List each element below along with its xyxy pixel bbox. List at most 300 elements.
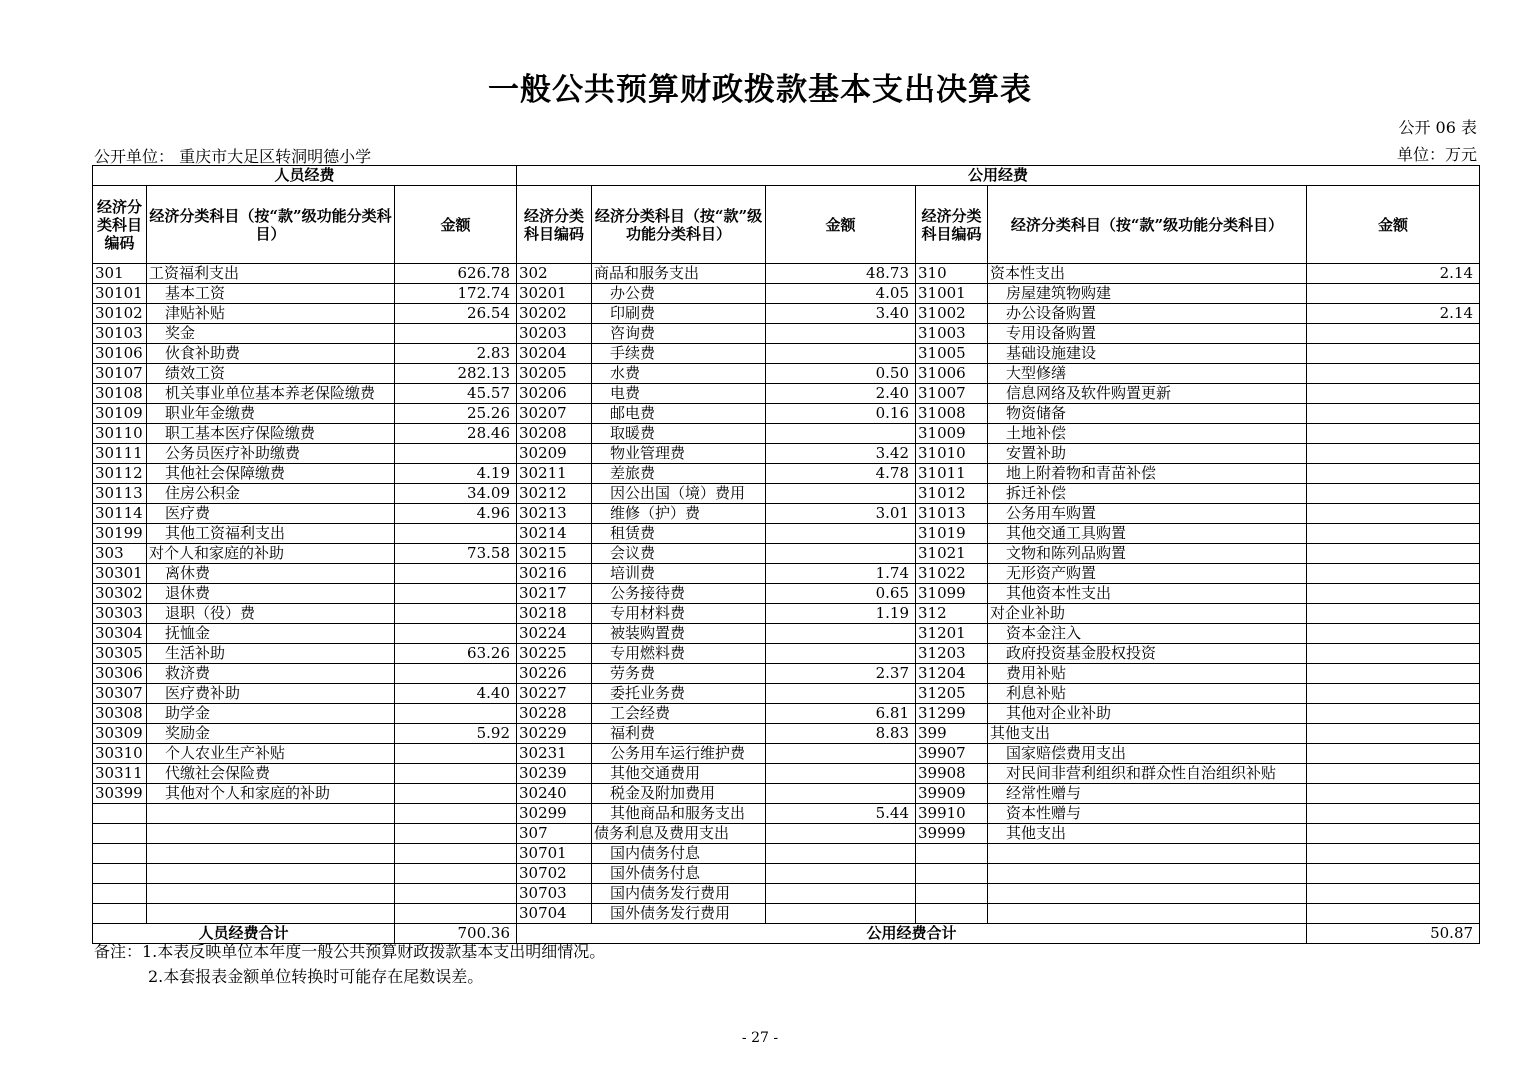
cell-name: 职工基本医疗保险缴费 (147, 424, 395, 444)
cell-amount (395, 584, 517, 604)
cell-name: 其他对企业补助 (988, 704, 1307, 724)
cell-code (93, 884, 147, 904)
cell-amount: 282.13 (395, 364, 517, 384)
cell-code: 39999 (916, 824, 988, 844)
cell-amount (766, 824, 916, 844)
cell-amount (395, 704, 517, 724)
table-row (93, 664, 1480, 684)
cell-amount (766, 764, 916, 784)
cell-amount: 4.19 (395, 464, 517, 484)
cell-name: 退职（役）费 (147, 604, 395, 624)
cell-name: 国外债务付息 (592, 864, 766, 884)
cell-code: 30113 (93, 484, 147, 504)
cell-name: 公务接待费 (592, 584, 766, 604)
cell-name: 工会经费 (592, 704, 766, 724)
cell-name: 委托业务费 (592, 684, 766, 704)
page-title: 一般公共预算财政拨款基本支出决算表 (488, 72, 1032, 108)
cell-name: 文物和陈列品购置 (988, 544, 1307, 564)
table-row (93, 884, 1480, 904)
cell-name: 基本工资 (147, 284, 395, 304)
notes (94, 939, 605, 989)
cell-code: 30213 (517, 504, 592, 524)
table-row (93, 624, 1480, 644)
unit-name: 重庆市大足区转洞明德小学 (179, 147, 372, 166)
col-amount-goods: 金额 (766, 186, 916, 264)
cell-name: 债务利息及费用支出 (592, 824, 766, 844)
cell-amount: 45.57 (395, 384, 517, 404)
cell-name: 房屋建筑物购建 (988, 284, 1307, 304)
cell-code: 30103 (93, 324, 147, 344)
cell-code: 31099 (916, 584, 988, 604)
cell-code (93, 904, 147, 924)
cell-amount: 4.78 (766, 464, 916, 484)
table-row (93, 824, 1480, 844)
cell-code: 30240 (517, 784, 592, 804)
cell-amount (1307, 704, 1480, 724)
table-row (93, 844, 1480, 864)
cell-code: 30229 (517, 724, 592, 744)
col-name-capital: 经济分类科目（按“款”级功能分类科目） (988, 186, 1307, 264)
cell-code: 30303 (93, 604, 147, 624)
cell-code: 30301 (93, 564, 147, 584)
cell-name: 咨询费 (592, 324, 766, 344)
cell-amount (395, 824, 517, 844)
public-header: 公用经费 (517, 166, 1480, 186)
cell-name: 其他对个人和家庭的补助 (147, 784, 395, 804)
cell-name: 其他支出 (988, 724, 1307, 744)
cell-code: 31003 (916, 324, 988, 344)
cell-amount (395, 604, 517, 624)
table-row (93, 444, 1480, 464)
col-code-capital: 经济分类科目编码 (916, 186, 988, 264)
cell-code: 307 (517, 824, 592, 844)
cell-amount (395, 804, 517, 824)
cell-code (916, 904, 988, 924)
header-row-groups (93, 166, 1480, 186)
cell-name: 医疗费补助 (147, 684, 395, 704)
cell-code (93, 824, 147, 844)
cell-code: 31007 (916, 384, 988, 404)
table-row (93, 764, 1480, 784)
note-line-2: 2.本套报表金额单位转换时可能存在尾数误差。 (148, 967, 484, 986)
cell-amount (1307, 764, 1480, 784)
cell-amount (395, 624, 517, 644)
cell-name: 奖励金 (147, 724, 395, 744)
cell-amount (1307, 464, 1480, 484)
col-amount-personnel: 金额 (395, 186, 517, 264)
cell-name: 资本性支出 (988, 264, 1307, 284)
cell-code: 30218 (517, 604, 592, 624)
cell-code: 31013 (916, 504, 988, 524)
cell-name: 拆迁补偿 (988, 484, 1307, 504)
table-row (93, 404, 1480, 424)
cell-name: 租赁费 (592, 524, 766, 544)
cell-amount (1307, 644, 1480, 664)
cell-code: 31006 (916, 364, 988, 384)
cell-name: 伙食补助费 (147, 344, 395, 364)
cell-code: 30111 (93, 444, 147, 464)
cell-name: 助学金 (147, 704, 395, 724)
cell-amount: 5.44 (766, 804, 916, 824)
cell-name: 个人农业生产补贴 (147, 744, 395, 764)
cell-name: 绩效工资 (147, 364, 395, 384)
cell-amount (766, 844, 916, 864)
cell-amount: 8.83 (766, 724, 916, 744)
cell-code: 30112 (93, 464, 147, 484)
cell-code: 31022 (916, 564, 988, 584)
table-row (93, 564, 1480, 584)
cell-amount (766, 424, 916, 444)
cell-name: 差旅费 (592, 464, 766, 484)
cell-code: 31205 (916, 684, 988, 704)
cell-name: 对民间非营利组织和群众性自治组织补贴 (988, 764, 1307, 784)
table-row (93, 584, 1480, 604)
cell-code: 31299 (916, 704, 988, 724)
cell-name: 税金及附加费用 (592, 784, 766, 804)
cell-amount (1307, 744, 1480, 764)
personnel-header: 人员经费 (93, 166, 517, 186)
cell-code: 30108 (93, 384, 147, 404)
cell-code (93, 804, 147, 824)
cell-code: 302 (517, 264, 592, 284)
cell-code: 39907 (916, 744, 988, 764)
cell-amount: 0.50 (766, 364, 916, 384)
cell-name: 大型修缮 (988, 364, 1307, 384)
cell-code: 30309 (93, 724, 147, 744)
cell-amount (766, 864, 916, 884)
cell-code: 399 (916, 724, 988, 744)
cell-code: 30216 (517, 564, 592, 584)
cell-code: 30201 (517, 284, 592, 304)
table-row (93, 364, 1480, 384)
money-unit: 单位：万元 (1396, 145, 1477, 164)
cell-amount (1307, 684, 1480, 704)
table-row (93, 864, 1480, 884)
cell-code: 31021 (916, 544, 988, 564)
cell-name (147, 864, 395, 884)
cell-amount (1307, 884, 1480, 904)
form-number: 公开 06 表 (1398, 118, 1477, 137)
cell-code: 31203 (916, 644, 988, 664)
cell-name: 奖金 (147, 324, 395, 344)
cell-amount: 2.14 (1307, 264, 1480, 284)
cell-code: 30212 (517, 484, 592, 504)
cell-name: 基础设施建设 (988, 344, 1307, 364)
cell-code: 30704 (517, 904, 592, 924)
cell-amount: 626.78 (395, 264, 517, 284)
cell-code: 31005 (916, 344, 988, 364)
cell-amount: 2.37 (766, 664, 916, 684)
cell-code: 30701 (517, 844, 592, 864)
cell-amount: 172.74 (395, 284, 517, 304)
table-row (93, 384, 1480, 404)
cell-amount: 5.92 (395, 724, 517, 744)
table-row (93, 804, 1480, 824)
cell-name: 安置补助 (988, 444, 1307, 464)
cell-name: 福利费 (592, 724, 766, 744)
cell-amount (395, 764, 517, 784)
cell-amount: 25.26 (395, 404, 517, 424)
cell-amount: 1.19 (766, 604, 916, 624)
cell-name (147, 824, 395, 844)
cell-name: 代缴社会保险费 (147, 764, 395, 784)
cell-name: 水费 (592, 364, 766, 384)
cell-code: 30203 (517, 324, 592, 344)
cell-amount (1307, 504, 1480, 524)
cell-code: 30204 (517, 344, 592, 364)
col-name-personnel: 经济分类科目（按“款”级功能分类科目） (147, 186, 395, 264)
cell-name: 商品和服务支出 (592, 264, 766, 284)
cell-name: 培训费 (592, 564, 766, 584)
cell-amount (1307, 844, 1480, 864)
cell-name (988, 904, 1307, 924)
cell-code: 30305 (93, 644, 147, 664)
cell-name: 办公设备购置 (988, 304, 1307, 324)
cell-name: 专用材料费 (592, 604, 766, 624)
cell-amount (1307, 624, 1480, 644)
cell-name (147, 884, 395, 904)
table-row (93, 724, 1480, 744)
header-row-columns (93, 186, 1480, 264)
cell-amount (766, 684, 916, 704)
cell-name: 公务员医疗补助缴费 (147, 444, 395, 464)
cell-code: 30199 (93, 524, 147, 544)
personnel-total-value: 700.36 (395, 924, 517, 944)
cell-amount (1307, 864, 1480, 884)
cell-amount: 3.01 (766, 504, 916, 524)
cell-code: 31011 (916, 464, 988, 484)
cell-code: 30304 (93, 624, 147, 644)
cell-code: 31001 (916, 284, 988, 304)
cell-amount: 26.54 (395, 304, 517, 324)
table-row (93, 324, 1480, 344)
cell-amount (1307, 604, 1480, 624)
cell-code: 39909 (916, 784, 988, 804)
cell-code: 30109 (93, 404, 147, 424)
cell-name: 国家赔偿费用支出 (988, 744, 1307, 764)
cell-code: 30209 (517, 444, 592, 464)
cell-amount: 0.65 (766, 584, 916, 604)
cell-code: 30102 (93, 304, 147, 324)
cell-amount: 1.74 (766, 564, 916, 584)
cell-code: 30310 (93, 744, 147, 764)
cell-name: 国内债务发行费用 (592, 884, 766, 904)
public-total-value: 50.87 (1307, 924, 1480, 944)
cell-amount (1307, 324, 1480, 344)
cell-code: 30308 (93, 704, 147, 724)
cell-code: 30302 (93, 584, 147, 604)
cell-amount (766, 904, 916, 924)
cell-amount (1307, 444, 1480, 464)
table-row (93, 684, 1480, 704)
cell-name: 资本金注入 (988, 624, 1307, 644)
cell-name: 物业管理费 (592, 444, 766, 464)
table-row (93, 284, 1480, 304)
cell-code (916, 844, 988, 864)
cell-code (93, 844, 147, 864)
cell-code (916, 864, 988, 884)
cell-name: 会议费 (592, 544, 766, 564)
cell-amount (766, 624, 916, 644)
cell-name: 手续费 (592, 344, 766, 364)
cell-amount (1307, 484, 1480, 504)
cell-code: 30114 (93, 504, 147, 524)
cell-name: 其他商品和服务支出 (592, 804, 766, 824)
cell-name: 其他社会保障缴费 (147, 464, 395, 484)
table-row (93, 504, 1480, 524)
table-row (93, 604, 1480, 624)
cell-code: 30106 (93, 344, 147, 364)
cell-amount (1307, 824, 1480, 844)
cell-name: 办公费 (592, 284, 766, 304)
cell-name: 电费 (592, 384, 766, 404)
cell-code: 31008 (916, 404, 988, 424)
cell-code (916, 884, 988, 904)
cell-name (147, 804, 395, 824)
cell-name: 专用燃料费 (592, 644, 766, 664)
cell-amount: 34.09 (395, 484, 517, 504)
col-code-personnel: 经济分类科目编码 (93, 186, 147, 264)
cell-amount (1307, 724, 1480, 744)
cell-name: 利息补贴 (988, 684, 1307, 704)
cell-amount (1307, 904, 1480, 924)
cell-amount (395, 564, 517, 584)
cell-code: 30205 (517, 364, 592, 384)
note-line-1: 备注：1.本表反映单位本年度一般公共预算财政拨款基本支出明细情况。 (94, 942, 606, 961)
cell-amount (766, 884, 916, 904)
cell-code: 310 (916, 264, 988, 284)
cell-amount (395, 864, 517, 884)
cell-name: 物资储备 (988, 404, 1307, 424)
cell-name: 其他交通费用 (592, 764, 766, 784)
cell-amount (1307, 404, 1480, 424)
table-row (93, 904, 1480, 924)
cell-amount (766, 484, 916, 504)
cell-code: 30231 (517, 744, 592, 764)
table-row (93, 304, 1480, 324)
cell-amount (766, 524, 916, 544)
page-number: - 27 - (741, 1030, 779, 1046)
reporting-unit (94, 144, 371, 167)
cell-code: 30208 (517, 424, 592, 444)
cell-code: 30202 (517, 304, 592, 324)
cell-code: 30299 (517, 804, 592, 824)
cell-name: 离休费 (147, 564, 395, 584)
cell-name: 职业年金缴费 (147, 404, 395, 424)
cell-code: 31012 (916, 484, 988, 504)
public-total-label: 公用经费合计 (517, 924, 1307, 944)
cell-code: 31019 (916, 524, 988, 544)
cell-name: 无形资产购置 (988, 564, 1307, 584)
cell-amount: 73.58 (395, 544, 517, 564)
cell-amount (395, 444, 517, 464)
cell-name: 国外债务发行费用 (592, 904, 766, 924)
cell-code: 303 (93, 544, 147, 564)
cell-code: 39910 (916, 804, 988, 824)
cell-code: 30239 (517, 764, 592, 784)
cell-code: 30227 (517, 684, 592, 704)
cell-amount (1307, 564, 1480, 584)
cell-amount: 4.05 (766, 284, 916, 304)
cell-name: 对企业补助 (988, 604, 1307, 624)
cell-code: 30399 (93, 784, 147, 804)
cell-code: 31002 (916, 304, 988, 324)
cell-name: 抚恤金 (147, 624, 395, 644)
cell-amount (1307, 524, 1480, 544)
cell-amount: 28.46 (395, 424, 517, 444)
cell-amount: 4.96 (395, 504, 517, 524)
cell-amount: 4.40 (395, 684, 517, 704)
cell-name: 公务用车运行维护费 (592, 744, 766, 764)
cell-code: 30702 (517, 864, 592, 884)
expenditure-table (92, 165, 1480, 944)
cell-amount (395, 744, 517, 764)
cell-code: 30306 (93, 664, 147, 684)
cell-amount (395, 784, 517, 804)
cell-name: 土地补偿 (988, 424, 1307, 444)
table-row (93, 424, 1480, 444)
cell-amount: 3.42 (766, 444, 916, 464)
cell-code: 30107 (93, 364, 147, 384)
table-row (93, 344, 1480, 364)
cell-amount (1307, 384, 1480, 404)
cell-code: 31009 (916, 424, 988, 444)
cell-name: 其他资本性支出 (988, 584, 1307, 604)
table-row (93, 644, 1480, 664)
cell-name: 其他支出 (988, 824, 1307, 844)
cell-code: 30214 (517, 524, 592, 544)
cell-amount (1307, 784, 1480, 804)
cell-name: 维修（护）费 (592, 504, 766, 524)
cell-name: 生活补助 (147, 644, 395, 664)
cell-amount (1307, 804, 1480, 824)
cell-code: 30226 (517, 664, 592, 684)
cell-amount: 2.14 (1307, 304, 1480, 324)
table-row (93, 704, 1480, 724)
cell-name (988, 864, 1307, 884)
table-row (93, 524, 1480, 544)
unit-label: 公开单位： (94, 147, 175, 166)
col-name-goods: 经济分类科目（按“款”级功能分类科目） (592, 186, 766, 264)
cell-amount (1307, 364, 1480, 384)
cell-name: 其他交通工具购置 (988, 524, 1307, 544)
cell-name: 工资福利支出 (147, 264, 395, 284)
cell-name: 地上附着物和青苗补偿 (988, 464, 1307, 484)
cell-amount (1307, 584, 1480, 604)
cell-code: 30211 (517, 464, 592, 484)
col-code-goods: 经济分类科目编码 (517, 186, 592, 264)
cell-name (988, 844, 1307, 864)
table-row (93, 464, 1480, 484)
cell-amount (395, 904, 517, 924)
cell-amount (766, 344, 916, 364)
cell-amount (1307, 664, 1480, 684)
cell-code: 30215 (517, 544, 592, 564)
col-amount-capital: 金额 (1307, 186, 1480, 264)
cell-code: 30224 (517, 624, 592, 644)
cell-name: 被装购置费 (592, 624, 766, 644)
cell-name: 经常性赠与 (988, 784, 1307, 804)
cell-name: 救济费 (147, 664, 395, 684)
cell-amount (395, 664, 517, 684)
cell-code: 30207 (517, 404, 592, 424)
table-row (93, 784, 1480, 804)
cell-amount (395, 324, 517, 344)
cell-name: 费用补贴 (988, 664, 1307, 684)
cell-amount: 63.26 (395, 644, 517, 664)
cell-amount (766, 784, 916, 804)
cell-name: 邮电费 (592, 404, 766, 424)
